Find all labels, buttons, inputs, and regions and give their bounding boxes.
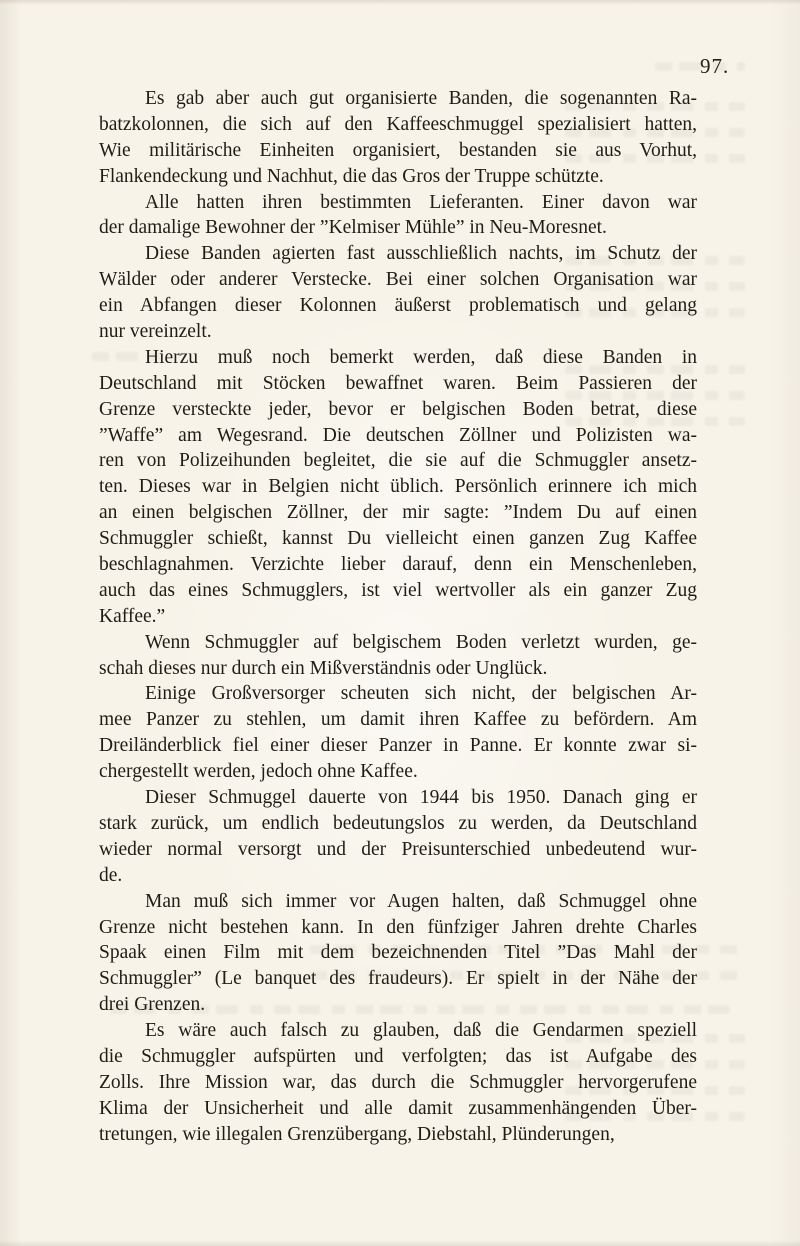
text-line: Einige Großversorger scheuten sich nicht, der belgischen Ar- — [145, 683, 697, 705]
text-line: de. — [99, 864, 123, 886]
text-line: wieder normal versorgt und der Preisunterschied unbedeutend wur- — [99, 838, 697, 860]
text-line: Klima der Unsicherheit und alle damit zusammenhängenden Über- — [99, 1097, 697, 1119]
text-line: batzkolonnen, die sich auf den Kaffeeschmuggel spezialisiert hatten, — [99, 113, 697, 135]
text-line: schah dieses nur durch ein Mißverständnis oder Unglück. — [99, 657, 548, 679]
paragraph — [99, 889, 697, 1018]
text-line: ”Waffe” am Wegesrand. Die deutschen Zöllner und Polizisten wa- — [99, 424, 697, 446]
text-line: Zolls. Ihre Mission war, das durch die Schmuggler hervorgerufene — [99, 1071, 697, 1093]
text-line: Wenn Schmuggler auf belgischem Boden verletzt wurden, ge- — [145, 631, 697, 653]
body-text — [99, 86, 697, 1148]
page-number: 97. — [700, 54, 730, 78]
text-line: Man muß sich immer vor Augen halten, daß Schmuggel ohne — [145, 890, 697, 912]
text-line: Hierzu muß noch bemerkt werden, daß diese Banden in — [145, 346, 697, 368]
text-line: tretungen, wie illegalen Grenzübergang, Diebstahl, Plünderungen, — [99, 1123, 615, 1145]
paragraph — [99, 681, 697, 785]
text-line: nur vereinzelt. — [99, 321, 212, 343]
paragraph — [99, 241, 697, 345]
paragraph — [99, 86, 697, 190]
text-line: Wie militärische Einheiten organisiert, bestanden sie aus Vorhut, — [99, 139, 697, 161]
text-line: die Schmuggler aufspürten und verfolgten; das ist Aufgabe des — [99, 1045, 697, 1067]
paragraph — [99, 345, 697, 630]
text-line: Es gab aber auch gut organisierte Banden, die sogenannten Ra- — [145, 88, 697, 109]
text-line: Spaak einen Film mit dem bezeichnenden Titel ”Das Mahl der — [99, 942, 697, 964]
paragraph — [99, 1018, 697, 1147]
paragraph — [99, 630, 697, 682]
text-line: beschlagnahmen. Verzichte lieber darauf, denn ein Menschenleben, — [99, 554, 697, 576]
text-line: Grenze nicht bestehen kann. In den fünfziger Jahren drehte Charles — [99, 916, 697, 938]
text-line: Flankendeckung und Nachhut, die das Gros der Truppe schützte. — [99, 165, 604, 187]
text-line: Deutschland mit Stöcken bewaffnet waren. Beim Passieren der — [99, 372, 697, 394]
text-line: ein Abfangen dieser Kolonnen äußerst problematisch und gelang — [99, 295, 697, 317]
text-line: ren von Polizeihunden begleitet, die sie auf die Schmuggler ansetz- — [99, 450, 697, 472]
text-line: drei Grenzen. — [99, 994, 206, 1016]
text-line: Kaffee.” — [99, 605, 166, 627]
paragraph — [99, 190, 697, 242]
text-line: Grenze versteckte jeder, bevor er belgischen Boden betrat, diese — [99, 398, 697, 420]
text-line: chergestellt werden, jedoch ohne Kaffee. — [99, 761, 418, 783]
text-line: auch das eines Schmugglers, ist viel wertvoller als ein ganzer Zug — [99, 579, 697, 601]
text-line: Dieser Schmuggel dauerte von 1944 bis 1950. Danach ging er — [145, 787, 697, 809]
paragraph — [99, 785, 697, 889]
text-line: Schmuggler schießt, kannst Du vielleicht einen ganzen Zug Kaffee — [99, 528, 697, 550]
text-line: Wälder oder anderer Verstecke. Bei einer solchen Organisation war — [99, 269, 697, 291]
text-line: der damalige Bewohner der ”Kelmiser Mühle” in Neu-Moresnet. — [99, 217, 607, 239]
text-line: Alle hatten ihren bestimmten Lieferanten. Einer davon war — [145, 191, 697, 213]
text-line: Es wäre auch falsch zu glauben, daß die Gendarmen speziell — [145, 1020, 697, 1042]
text-line: an einen belgischen Zöllner, der mir sagte: ”Indem Du auf einen — [99, 502, 697, 524]
text-line: ten. Dieses war in Belgien nicht üblich. Persönlich erinnere ich mich — [99, 476, 697, 498]
text-line: stark zurück, um endlich bedeutungslos zu werden, da Deutschland — [99, 812, 697, 834]
text-line: Diese Banden agierten fast ausschließlich nachts, im Schutz der — [145, 243, 697, 265]
text-line: mee Panzer zu stehlen, um damit ihren Kaffee zu befördern. Am — [99, 709, 697, 731]
text-line: Dreiländerblick fiel einer dieser Panzer in Panne. Er konnte zwar si- — [99, 735, 697, 757]
text-line: Schmuggler” (Le banquet des fraudeurs). Er spielt in der Nähe der — [99, 968, 697, 990]
